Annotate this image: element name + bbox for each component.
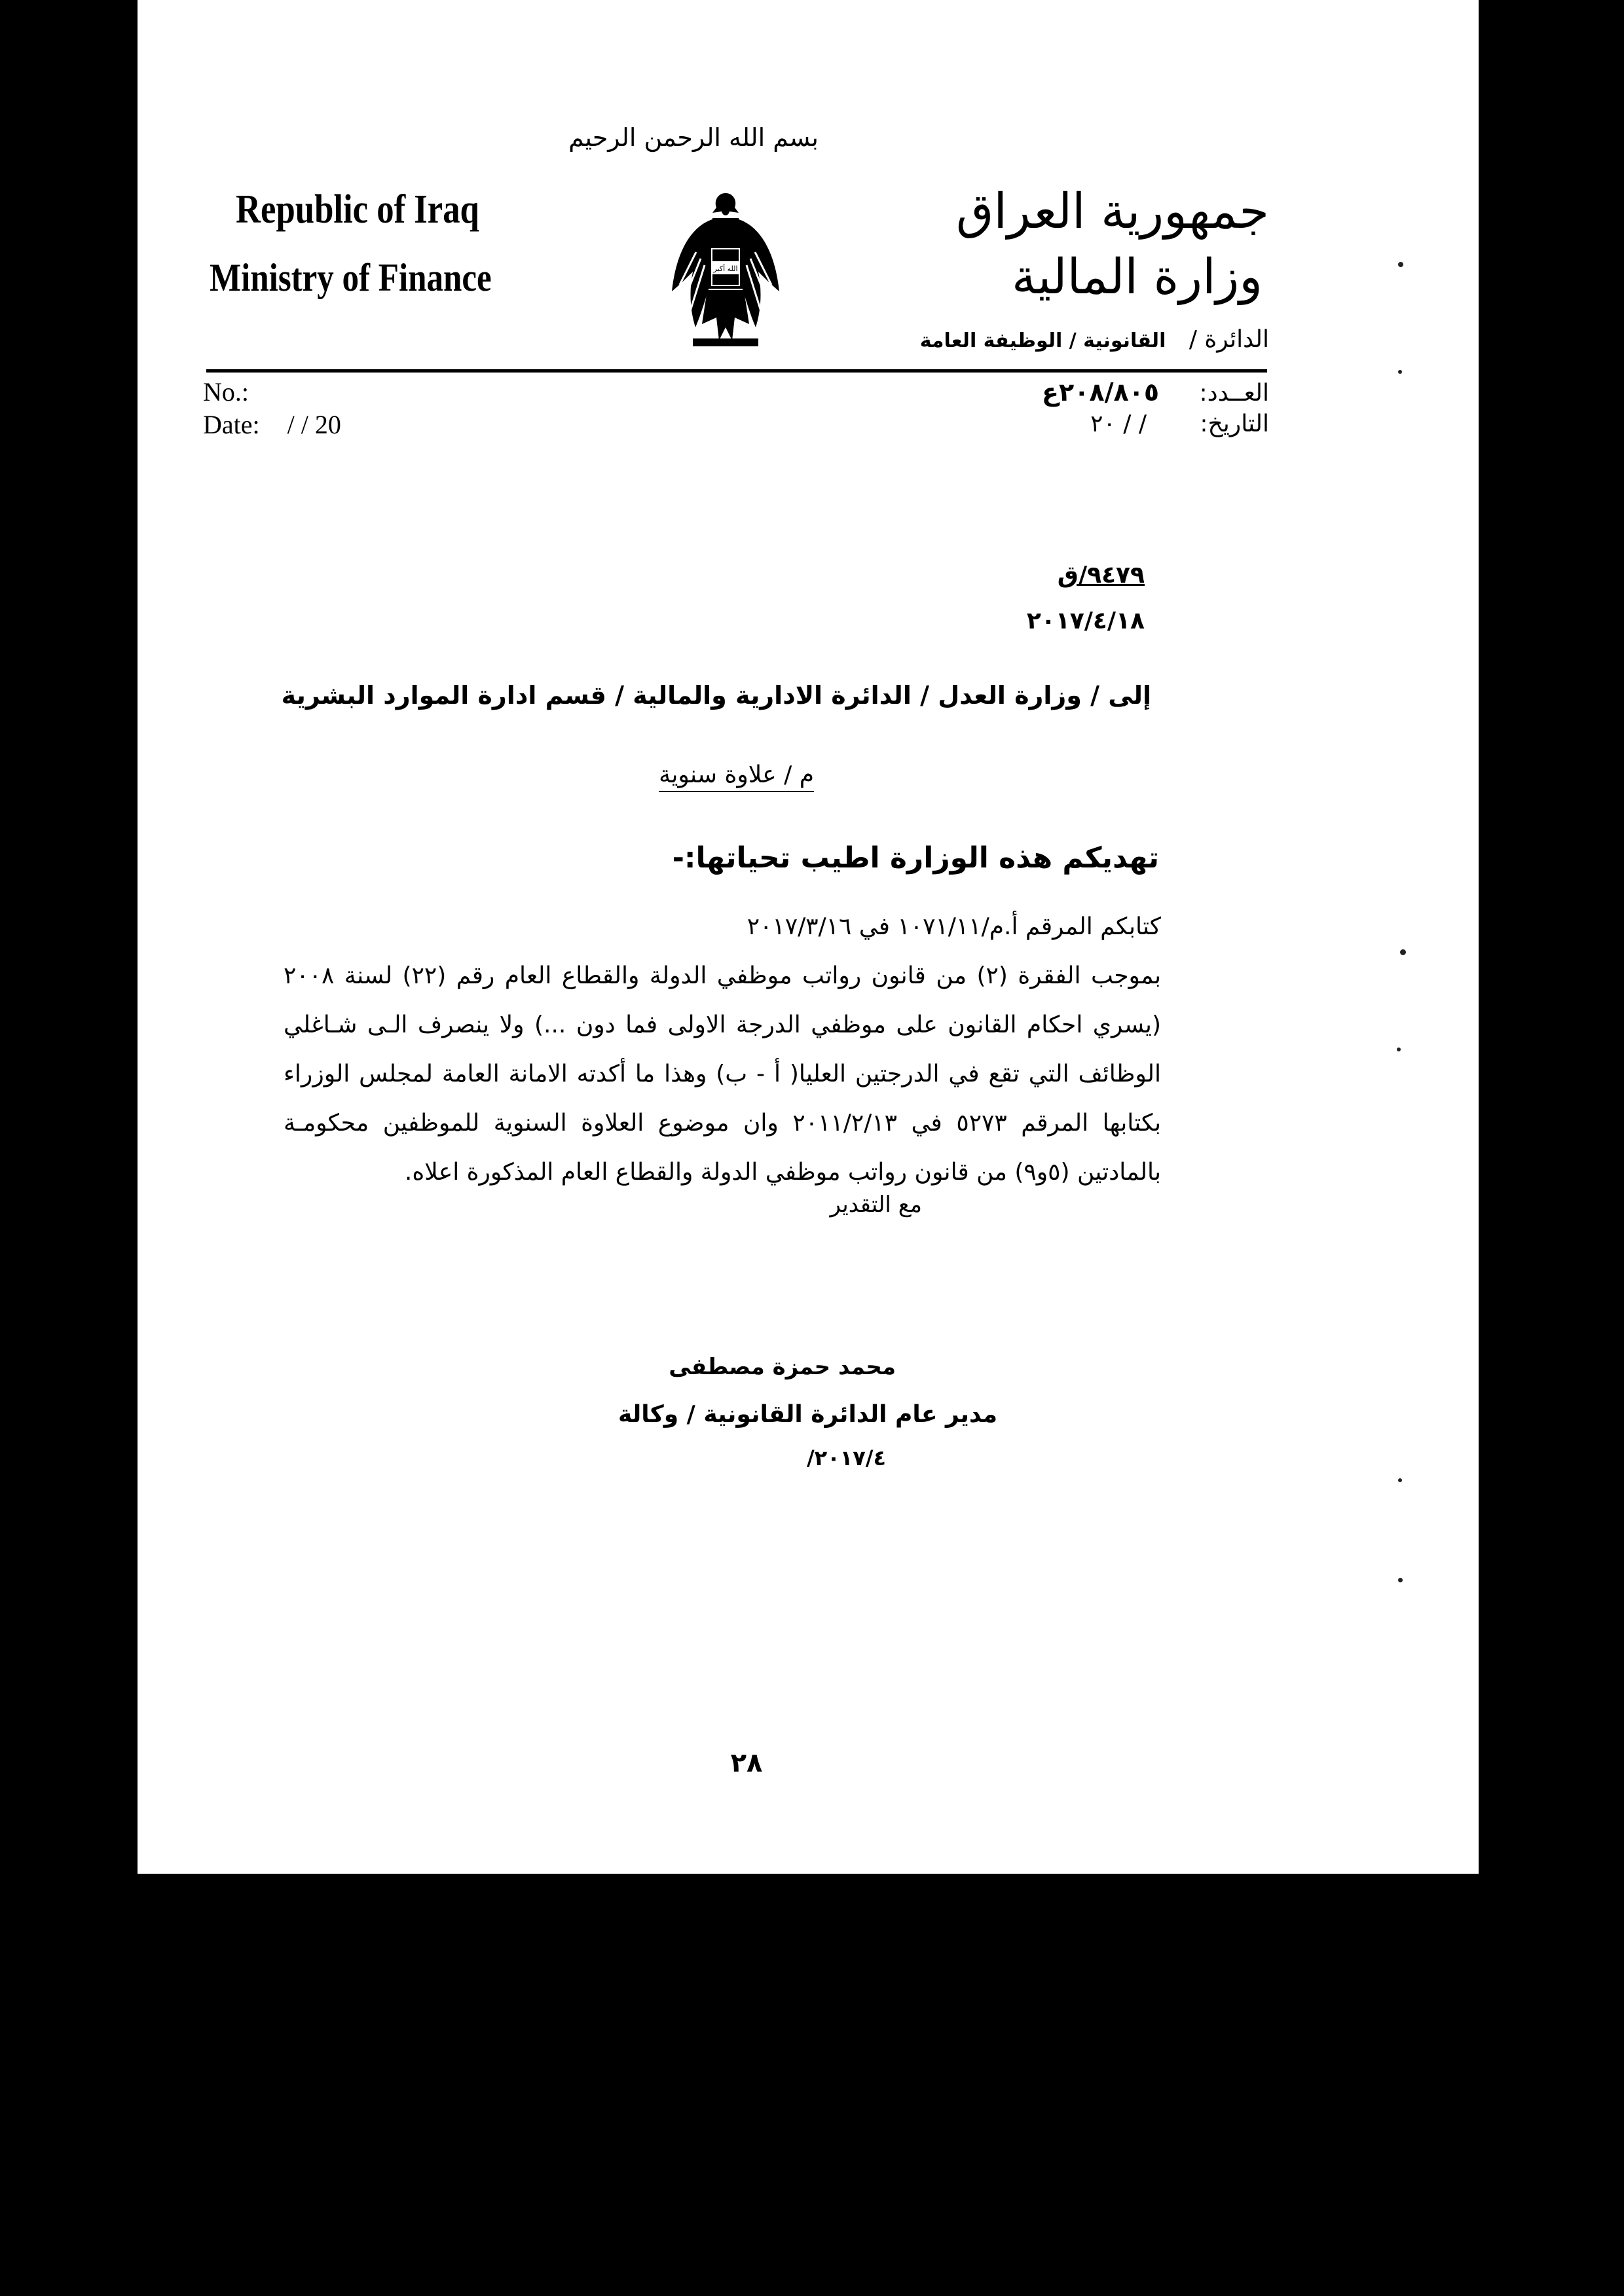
reference-number: ٩٤٧٩/ق [1057, 562, 1145, 589]
header-ministry-en: Ministry of Finance [210, 256, 492, 299]
reference-date: ٢٠١٧/٤/١٨ [1026, 608, 1145, 634]
signatory-name: محمد حمزة مصطفى [669, 1354, 896, 1380]
scan-speck [1398, 1578, 1403, 1582]
number-label-ar: العــدد: [1199, 380, 1269, 407]
body-line: بموجب الفقرة (٢) من قانون رواتب موظفي الدولة والقطاع العام رقم (٢٢) لسنة ٢٠٠٨ [284, 962, 1161, 989]
number-label-en: No.: [203, 377, 249, 407]
emblem-banner-text: الله أكبر [713, 264, 738, 273]
greeting-line: تهديكم هذه الوزارة اطيب تحياتها:- [672, 841, 1159, 875]
date-line-en [203, 409, 341, 440]
department-label: الدائرة / [1189, 326, 1269, 353]
scan-speck [1398, 262, 1403, 267]
page-number: ٢٨ [730, 1748, 763, 1778]
body-line: بالمادتين (٥و٩) من قانون رواتب موظفي الدولة والقطاع العام المذكورة اعلاه. [404, 1159, 1161, 1186]
date-label-ar: التاريخ: [1200, 410, 1269, 437]
signature-date: ٢٠١٧/٤/ [806, 1446, 886, 1470]
date-line-ar [1090, 410, 1269, 437]
date-value-ar: / / ٢٠ [1090, 410, 1147, 437]
body-line: (يسري احكام القانون على موظفي الدرجة الاولى فما دون ...) ولا ينصرف الـى شـاغلي [284, 1011, 1161, 1038]
signatory-title: مدير عام الدائرة القانونية / وكالة [618, 1401, 997, 1428]
department-line [920, 326, 1269, 353]
closing-line: مع التقدير [830, 1192, 922, 1218]
addressee-line: إلى / وزارة العدل / الدائرة الادارية والمالية / قسم ادارة الموارد البشرية [281, 681, 1151, 710]
scan-speck [1397, 1048, 1401, 1051]
scan-speck [1398, 370, 1402, 374]
department-value: القانونية / الوظيفة العامة [919, 329, 1166, 352]
subject-line: م / علاوة سنوية [659, 761, 814, 792]
body-line: كتابكم المرقم أ.م/١٠٧١/١١ في ٢٠١٧/٣/١٦ [747, 913, 1161, 940]
scan-speck [1398, 1478, 1402, 1482]
number-line-ar [1042, 378, 1269, 407]
basmala: بسم الله الرحمن الرحيم [568, 123, 819, 152]
scan-speck [1400, 949, 1406, 955]
header-ministry-ar: وزارة المالية [1011, 249, 1263, 305]
document-page [138, 0, 1479, 1874]
iraq-eagle-emblem-icon [667, 187, 784, 350]
number-value-ar: ٢٠٨/٨٠٥ع [1042, 378, 1160, 407]
letter-body [284, 902, 1161, 1197]
body-line: الوظائف التي تقع في الدرجتين العليا( أ - ب) وهذا ما أكدته الامانة العامة لمجلس الوزراء [284, 1061, 1161, 1087]
header-country-ar: جمهورية العراق [955, 183, 1269, 240]
header-country-en: Republic of Iraq [236, 187, 479, 232]
body-line: بكتابها المرقم ٥٢٧٣ في ٢٠١١/٢/١٣ وان موضوع العلاوة السنوية للموظفين محكومـة [284, 1110, 1161, 1137]
date-label-en: Date: [203, 410, 260, 439]
header-divider [206, 369, 1267, 373]
date-value-en: / / 20 [287, 410, 341, 439]
